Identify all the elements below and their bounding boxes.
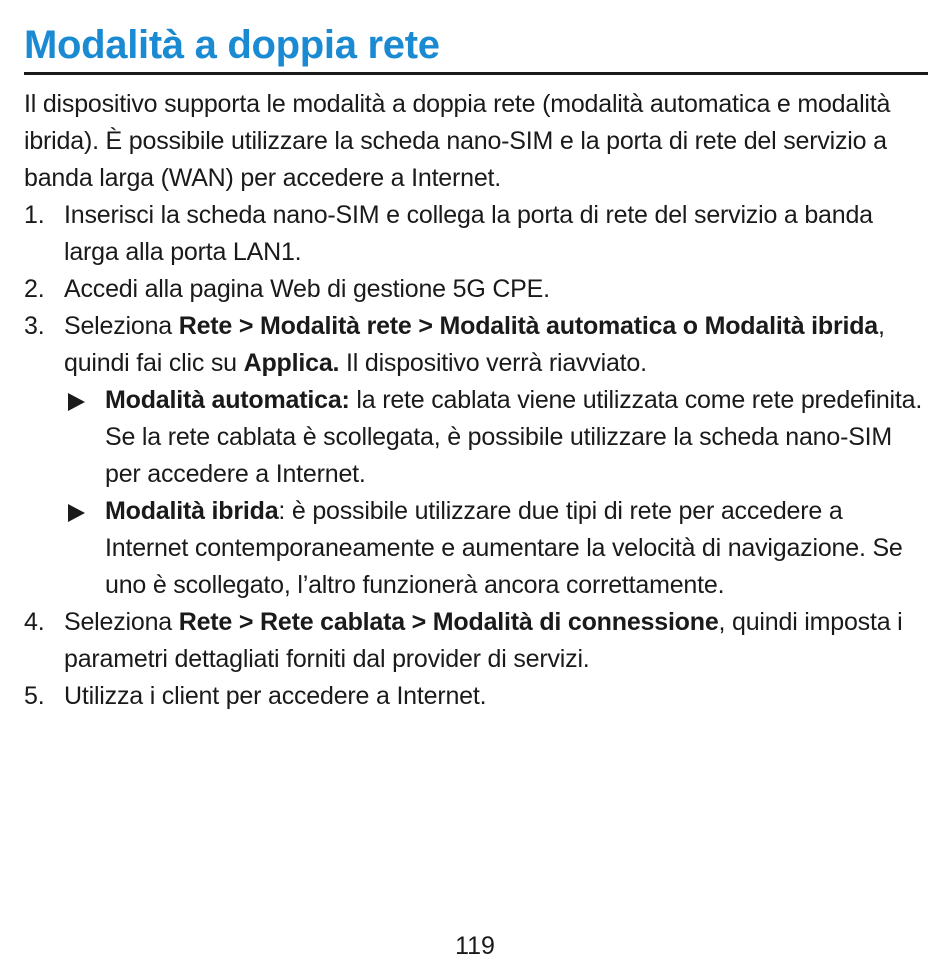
step-text-pre: Seleziona — [64, 312, 179, 340]
step-text: Inserisci la scheda nano-SIM e collega la porta di rete del servizio a banda larga alla porta LAN1. — [64, 201, 873, 266]
menu-path: Rete > Rete cablata > Modalità di connessione — [178, 608, 719, 636]
step-number: 2. — [24, 275, 45, 303]
title-divider — [24, 72, 928, 75]
step-number: 5. — [24, 682, 45, 710]
menu-path: Rete > Modalità rete > Modalità automatica o Modalità ibrida — [178, 312, 879, 340]
step-1 — [24, 197, 928, 271]
step-text-mid: , quindi fai clic su — [64, 312, 885, 377]
mode-bullets — [64, 382, 928, 604]
step-number: 3. — [24, 312, 45, 340]
page-title: Modalità a doppia rete — [24, 23, 440, 67]
step-text-post: Il dispositivo verrà riavviato. — [339, 349, 647, 377]
bullet-text: : è possibile utilizzare due tipi di rete per accedere a Internet contemporaneamente e aumentare la velocità di navigazione. Se uno è scollegato, l’altro funzionerà ancora correttamente. — [105, 497, 903, 599]
step-text-pre: Seleziona — [64, 608, 179, 636]
triangle-right-icon — [68, 504, 85, 522]
document-page — [24, 0, 928, 715]
bullet-title: Modalità automatica: — [105, 386, 350, 414]
page-number: 119 — [455, 932, 495, 960]
step-text-post: , quindi imposta i parametri dettagliati forniti dal provider di servizi. — [64, 608, 903, 673]
apply-label: Applica. — [243, 349, 340, 377]
triangle-right-icon — [68, 393, 85, 411]
intro-paragraph: Il dispositivo supporta le modalità a doppia rete (modalità automatica e modalità ibrida). È possibile utilizzare la scheda nano-SIM e la porta di rete del servizio a banda larga (WAN) per accedere a Internet. — [24, 90, 891, 192]
step-number: 1. — [24, 201, 45, 229]
step-4 — [24, 604, 928, 678]
step-2 — [24, 271, 928, 308]
step-text — [64, 608, 903, 673]
bullet-automatic-mode — [64, 382, 928, 493]
step-5 — [24, 678, 928, 715]
bullet-title: Modalità ibrida — [105, 497, 279, 525]
steps-list — [24, 197, 928, 715]
step-text: Accedi alla pagina Web di gestione 5G CPE. — [64, 275, 550, 303]
step-number: 4. — [24, 608, 45, 636]
bullet-hybrid-mode — [64, 493, 928, 604]
bullet-text: la rete cablata viene utilizzata come rete predefinita. Se la rete cablata è scollegata, è possibile utilizzare la scheda nano-SIM per accedere a Internet. — [105, 386, 923, 488]
step-text: Utilizza i client per accedere a Internet. — [64, 682, 487, 710]
step-3 — [24, 308, 928, 604]
step-text — [64, 312, 885, 377]
